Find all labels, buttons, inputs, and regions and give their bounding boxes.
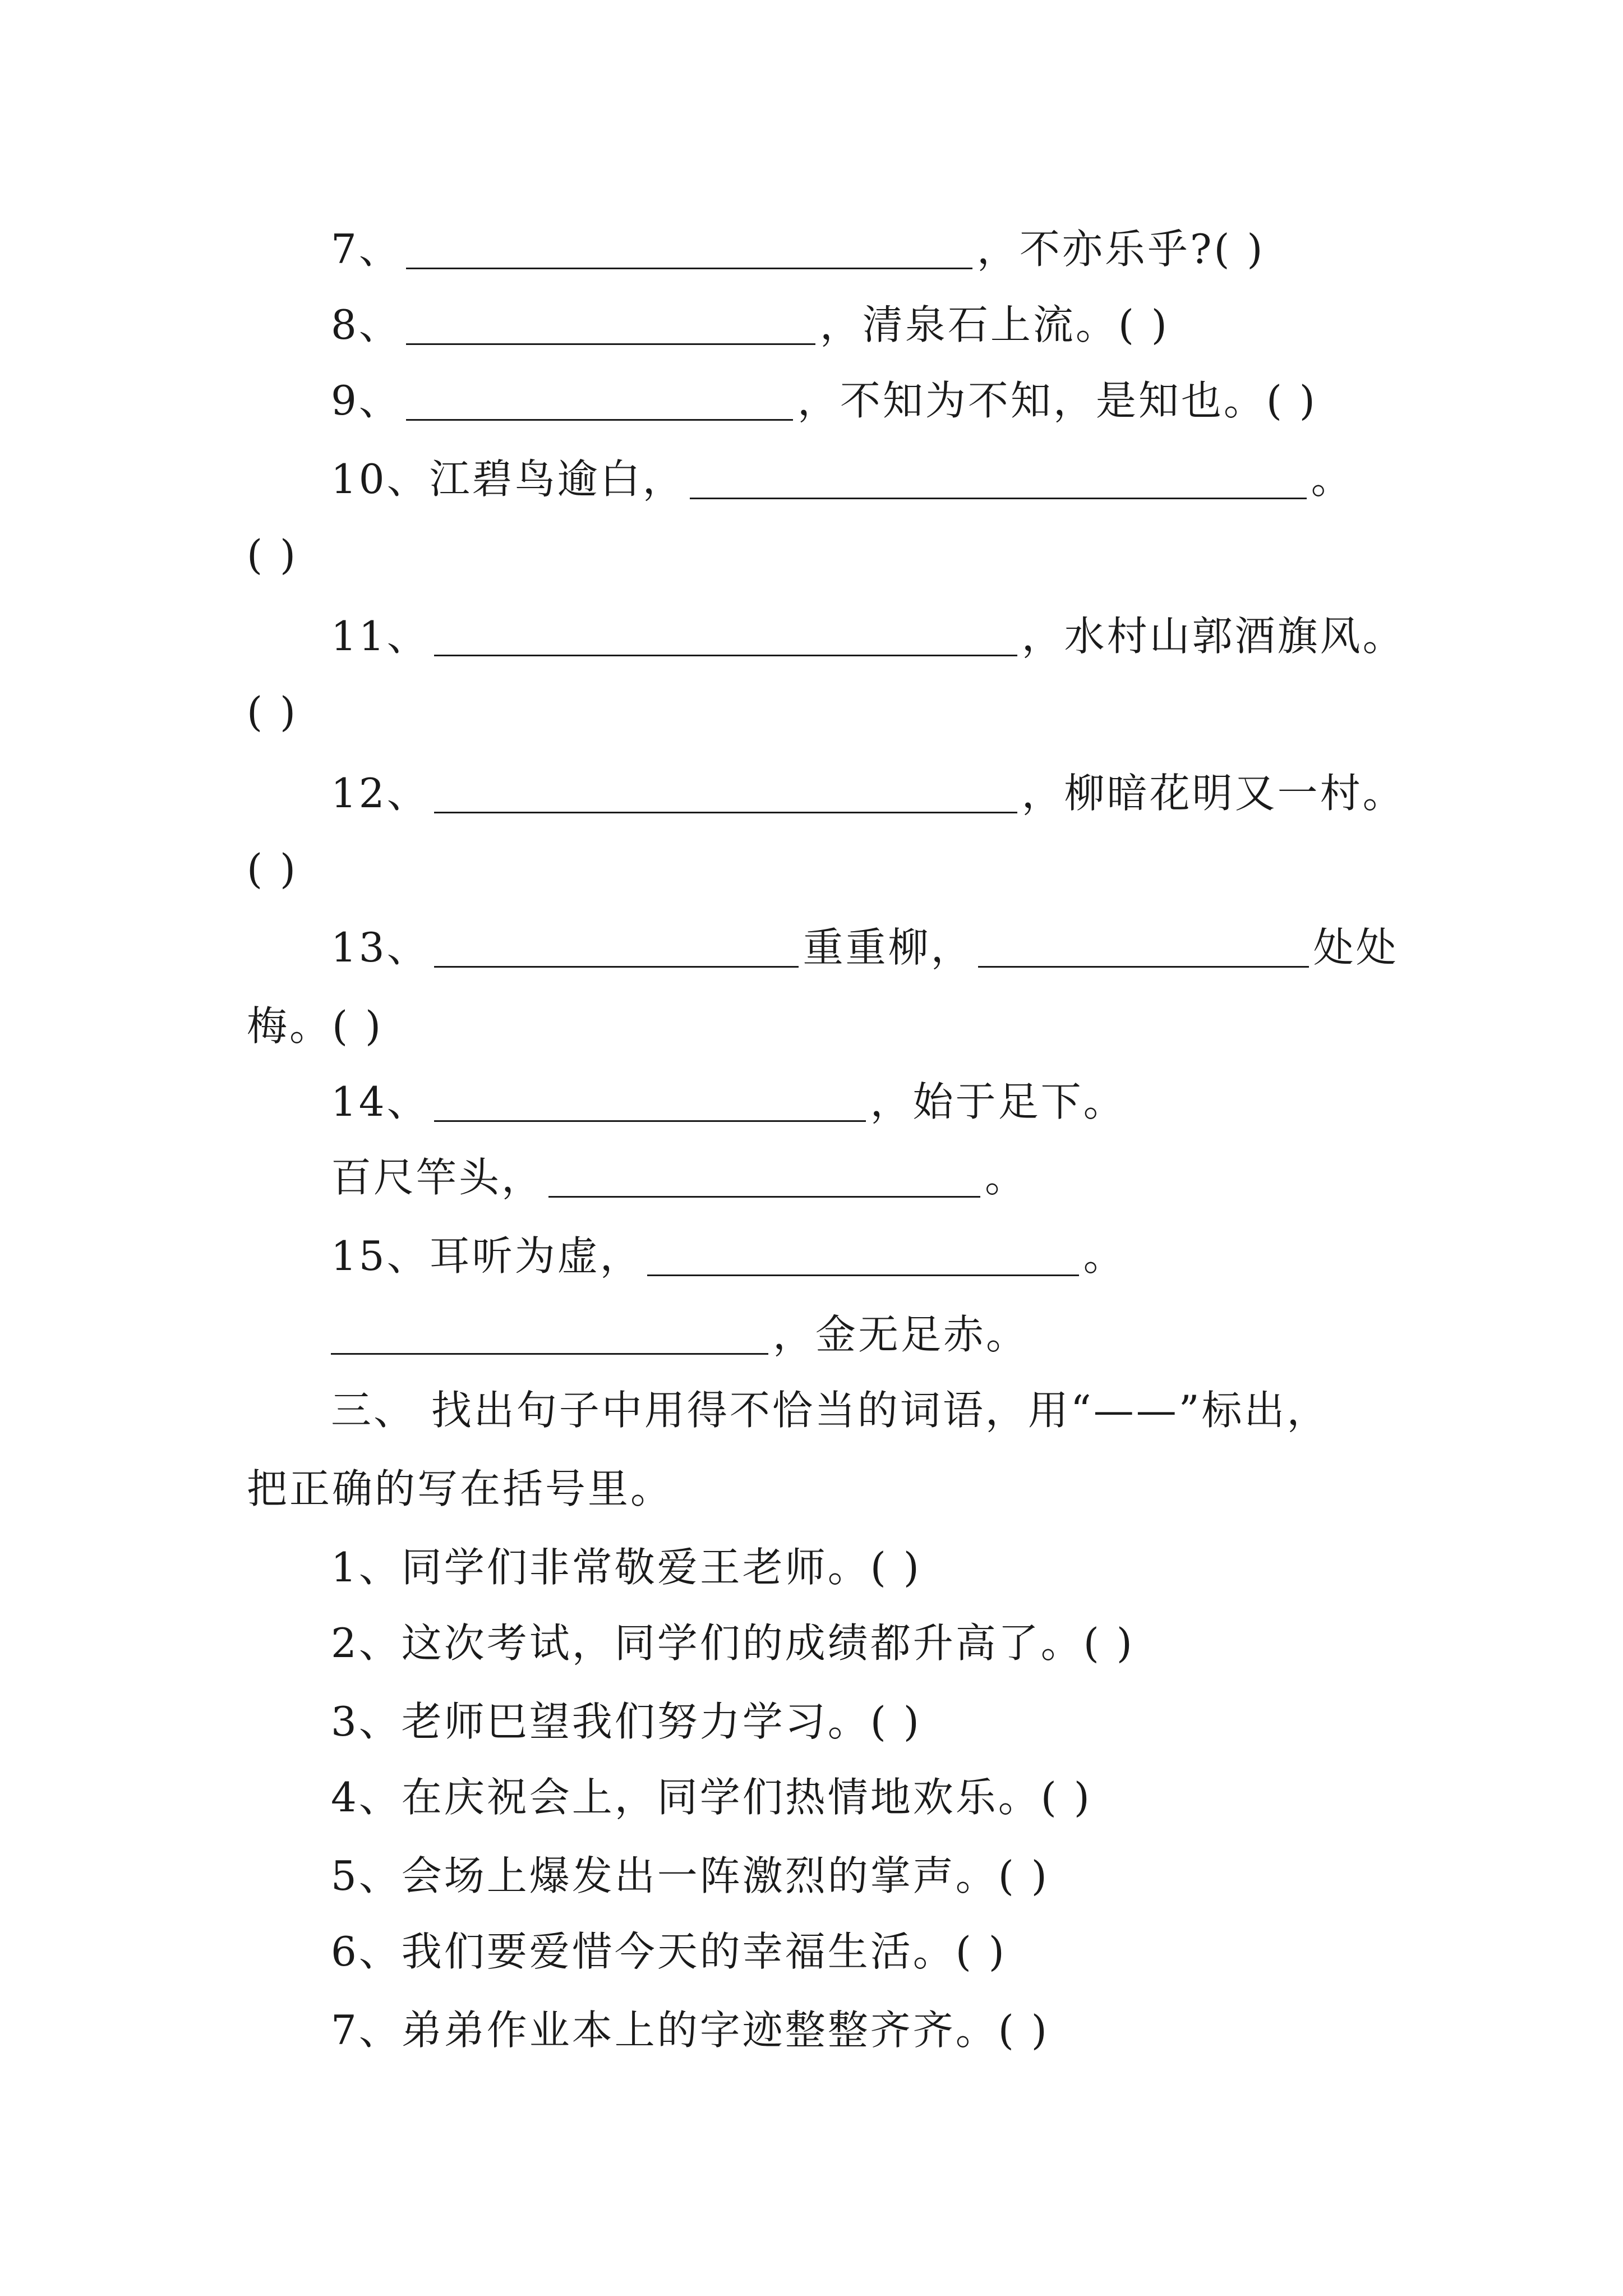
question-text: ，清泉石上流。( ) [819, 301, 1169, 348]
answer-blank[interactable] [647, 1235, 1079, 1276]
list-item [331, 1674, 921, 1745]
question-13 [331, 900, 1399, 971]
question-text: 江碧鸟逾白， [429, 455, 685, 503]
answer-blank[interactable] [434, 772, 1017, 813]
question-text: ，不亦乐乎?( ) [976, 226, 1265, 273]
answer-blank[interactable] [406, 380, 793, 421]
list-item [331, 1750, 1092, 1821]
question-7 [331, 202, 1265, 273]
question-11-parens [247, 665, 298, 735]
answer-blank[interactable] [434, 615, 1017, 656]
question-9 [331, 353, 1317, 424]
question-number: 9、 [331, 377, 402, 424]
answer-blank[interactable] [548, 1157, 980, 1198]
section-3-heading [331, 1363, 1330, 1434]
question-text: ，始于足下。 [870, 1078, 1126, 1125]
question-text: 重重柳， [803, 924, 974, 971]
question-number: 15、 [331, 1232, 430, 1280]
question-text: 。 [1083, 1232, 1126, 1280]
answer-blank[interactable] [978, 927, 1309, 968]
question-number: 12、 [331, 770, 430, 817]
question-text: 。 [985, 1154, 1028, 1201]
answer-blank[interactable] [690, 458, 1307, 499]
answer-blank[interactable] [434, 1081, 866, 1122]
question-10 [331, 432, 1354, 503]
question-number: 13、 [331, 924, 430, 971]
answer-blank[interactable] [331, 1314, 768, 1355]
question-14-line2 [331, 1130, 1028, 1201]
question-text: ，柳暗花明又一村。 [1021, 770, 1405, 817]
question-8 [331, 278, 1169, 348]
answer-parens: ( ) [247, 688, 298, 735]
answer-blank[interactable] [406, 228, 972, 269]
answer-blank[interactable] [434, 927, 799, 968]
section-3-heading-cont [247, 1442, 674, 1512]
question-11 [331, 589, 1405, 660]
question-12 [331, 746, 1405, 817]
item-text: 1、同学们非常敬爱王老师。( ) [331, 1544, 921, 1591]
answer-parens: ( ) [247, 531, 298, 578]
question-text: ，不知为不知，是知也。( ) [797, 377, 1317, 424]
question-14 [331, 1055, 1126, 1125]
answer-parens: ( ) [247, 845, 298, 892]
question-text: ，水村山郭酒旗风。 [1021, 613, 1405, 660]
question-number: 8、 [331, 301, 402, 348]
section-heading-text: 把正确的写在括号里。 [247, 1465, 674, 1512]
list-item [331, 1983, 1049, 2054]
question-12-parens [247, 822, 298, 892]
question-number: 11、 [331, 613, 430, 660]
question-number: 7、 [331, 226, 402, 273]
question-text: 处处 [1313, 924, 1399, 971]
item-text: 5、会场上爆发出一阵激烈的掌声。( ) [331, 1852, 1049, 1899]
question-text: 耳听为虚， [429, 1232, 643, 1280]
answer-blank[interactable] [406, 304, 815, 345]
question-10-parens [247, 508, 298, 578]
item-text: 4、在庆祝会上，同学们热情地欢乐。( ) [331, 1774, 1092, 1821]
item-text: 6、我们要爱惜今天的幸福生活。( ) [331, 1928, 1007, 1975]
section-heading-text: 三、 找出句子中用得不恰当的词语，用“——”标出， [331, 1387, 1330, 1434]
question-text: 梅。( ) [247, 1002, 384, 1050]
question-text: 。 [1311, 455, 1354, 503]
list-item [331, 1596, 1135, 1667]
question-number: 14、 [331, 1078, 430, 1125]
question-15-line2 [331, 1287, 1029, 1358]
list-item [331, 1904, 1007, 1975]
item-text: 3、老师巴望我们努力学习。( ) [331, 1698, 921, 1745]
list-item [331, 1520, 921, 1591]
question-text: 百尺竿头， [331, 1154, 545, 1201]
question-13-cont [247, 979, 384, 1050]
list-item [331, 1829, 1049, 1899]
question-text: ，金无足赤。 [773, 1311, 1029, 1358]
question-number: 10、 [331, 455, 430, 503]
question-15 [331, 1209, 1126, 1280]
item-text: 7、弟弟作业本上的字迹整整齐齐。( ) [331, 2007, 1049, 2054]
item-text: 2、这次考试，同学们的成绩都升高了。( ) [331, 1619, 1135, 1667]
